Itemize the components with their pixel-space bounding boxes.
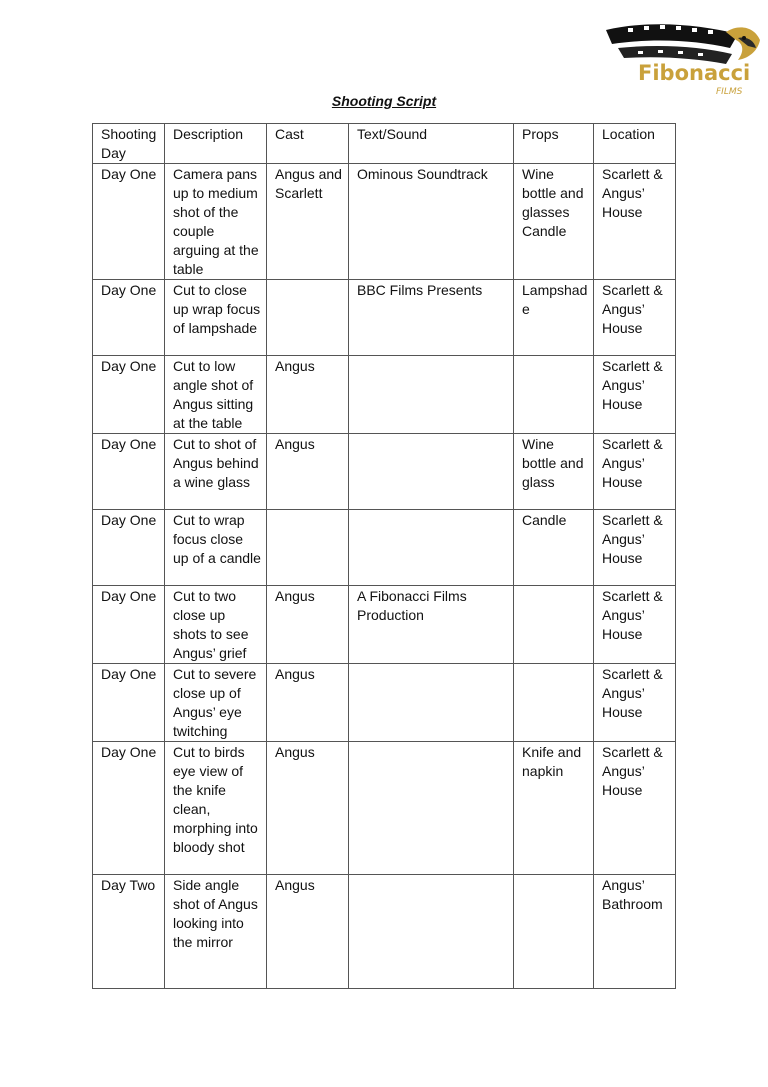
cell-text-sound: [349, 875, 514, 989]
cell-cast: Angus: [267, 742, 349, 875]
cell-description: Camera pans up to medium shot of the couple arguing at the table: [165, 164, 267, 280]
cell-location: Scarlett & Angus’ House: [594, 586, 676, 664]
cell-props: [514, 875, 594, 989]
cell-cast: Angus: [267, 586, 349, 664]
cell-props: [514, 586, 594, 664]
cell-props: Wine bottle and glass: [514, 434, 594, 510]
cell-cast: [267, 280, 349, 356]
cell-text-sound: [349, 434, 514, 510]
cell-text-sound: [349, 356, 514, 434]
table-row: [93, 742, 676, 875]
cell-description: Cut to two close up shots to see Angus’ grief: [165, 586, 267, 664]
film-reel-eagle-icon: [598, 18, 764, 100]
cell-props: [514, 356, 594, 434]
cell-props: Candle: [514, 510, 594, 586]
cell-cast: Angus and Scarlett: [267, 164, 349, 280]
cell-text-sound: Ominous Soundtrack: [349, 164, 514, 280]
cell-text-sound: [349, 664, 514, 742]
cell-description: Cut to birds eye view of the knife clean, morphing into bloody shot: [165, 742, 267, 875]
cell-location: Scarlett & Angus’ House: [594, 434, 676, 510]
cell-description: Cut to low angle shot of Angus sitting at the table: [165, 356, 267, 434]
cell-shooting-day: Day One: [93, 664, 165, 742]
cell-description: Cut to severe close up of Angus’ eye twitching: [165, 664, 267, 742]
table-row: [93, 356, 676, 434]
cell-location: Scarlett & Angus’ House: [594, 742, 676, 875]
cell-location: Scarlett & Angus’ House: [594, 664, 676, 742]
table-row: [93, 586, 676, 664]
cell-props: Wine bottle and glasses Candle: [514, 164, 594, 280]
cell-description: Cut to close up wrap focus of lampshade: [165, 280, 267, 356]
header-cast: Cast: [267, 124, 349, 164]
cell-cast: Angus: [267, 356, 349, 434]
cell-props: [514, 664, 594, 742]
cell-location: Scarlett & Angus’ House: [594, 356, 676, 434]
logo-brand-text: Fibonacci: [638, 61, 751, 85]
table-row: [93, 875, 676, 989]
cell-description: Cut to wrap focus close up of a candle: [165, 510, 267, 586]
cell-cast: Angus: [267, 664, 349, 742]
table-header-row: [93, 124, 676, 164]
cell-shooting-day: Day One: [93, 164, 165, 280]
header-description: Description: [165, 124, 267, 164]
cell-shooting-day: Day One: [93, 742, 165, 875]
cell-text-sound: [349, 510, 514, 586]
cell-shooting-day: Day One: [93, 434, 165, 510]
header-location: Location: [594, 124, 676, 164]
cell-location: Scarlett & Angus’ House: [594, 164, 676, 280]
cell-location: Scarlett & Angus’ House: [594, 280, 676, 356]
header-props: Props: [514, 124, 594, 164]
table-row: [93, 280, 676, 356]
header-text-sound: Text/Sound: [349, 124, 514, 164]
table-row: [93, 434, 676, 510]
cell-shooting-day: Day One: [93, 280, 165, 356]
cell-props: Lampshade: [514, 280, 594, 356]
header-shooting-day: Shooting Day: [93, 124, 165, 164]
cell-location: Angus’ Bathroom: [594, 875, 676, 989]
cell-description: Side angle shot of Angus looking into the mirror: [165, 875, 267, 989]
cell-text-sound: A Fibonacci Films Production: [349, 586, 514, 664]
table-row: [93, 510, 676, 586]
fibonacci-films-logo: [598, 18, 764, 100]
cell-cast: Angus: [267, 875, 349, 989]
shooting-script-table: [92, 123, 676, 989]
document-title: Shooting Script: [331, 93, 437, 109]
cell-props: Knife and napkin: [514, 742, 594, 875]
cell-location: Scarlett & Angus’ House: [594, 510, 676, 586]
cell-shooting-day: Day Two: [93, 875, 165, 989]
cell-text-sound: [349, 742, 514, 875]
cell-cast: Angus: [267, 434, 349, 510]
cell-shooting-day: Day One: [93, 586, 165, 664]
logo-sub-text: FILMS: [716, 87, 743, 97]
cell-description: Cut to shot of Angus behind a wine glass: [165, 434, 267, 510]
cell-shooting-day: Day One: [93, 356, 165, 434]
cell-cast: [267, 510, 349, 586]
table-row: [93, 164, 676, 280]
table-row: [93, 664, 676, 742]
cell-text-sound: BBC Films Presents: [349, 280, 514, 356]
cell-shooting-day: Day One: [93, 510, 165, 586]
